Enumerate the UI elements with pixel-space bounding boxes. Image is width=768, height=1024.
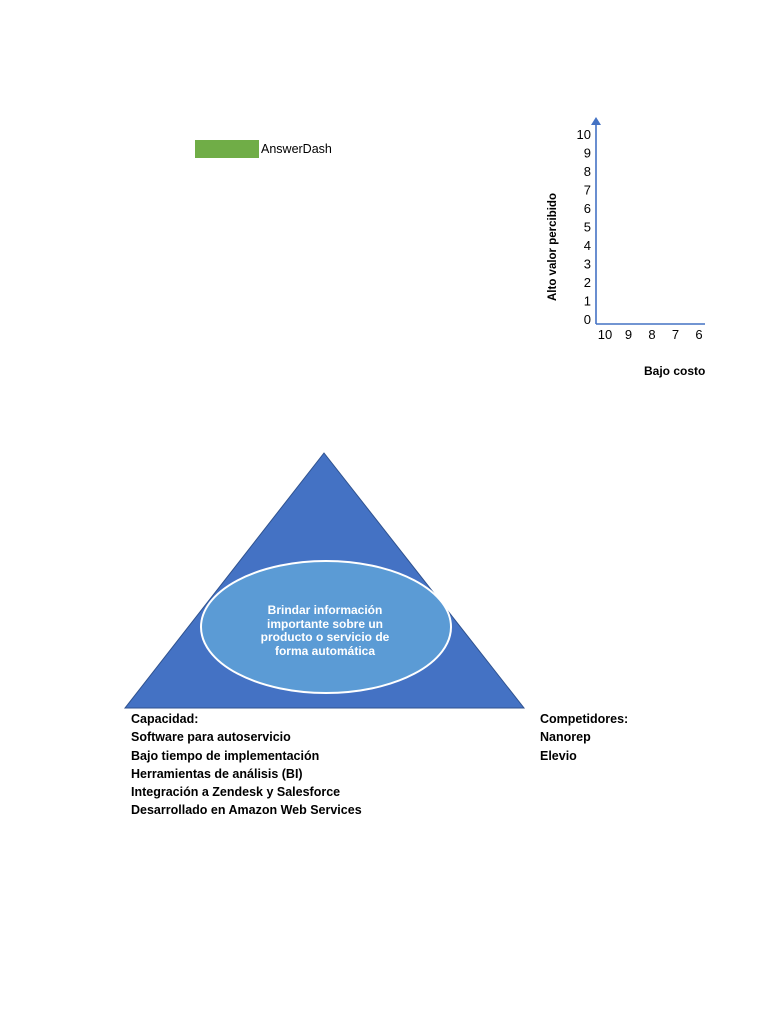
x-tick-label: 10 [597, 327, 613, 342]
y-tick-label: 10 [576, 127, 591, 142]
y-tick-label: 4 [583, 238, 591, 253]
y-tick-label: 5 [583, 219, 591, 235]
y-tick-label: 9 [583, 145, 591, 161]
x-tick-label: 9 [624, 327, 633, 342]
list-item: Bajo tiempo de implementación [131, 748, 320, 763]
list-item: Desarrollado en Amazon Web Services [131, 803, 362, 818]
capacidad-heading: Capacidad: [131, 712, 199, 726]
y-tick-label: 1 [583, 293, 591, 309]
y-tick-label: 7 [583, 182, 591, 198]
y-tick-label: 8 [583, 164, 591, 179]
x-tick-label: 6 [695, 327, 703, 342]
list-item: Software para autoservicio [131, 730, 291, 745]
list-item: Elevio [540, 748, 577, 763]
ellipse-center-text [235, 604, 415, 658]
x-tick-label: 8 [648, 327, 656, 342]
capacidad-list [131, 710, 362, 820]
list-item: Herramientas de análisis (BI) [131, 766, 303, 781]
list-item: Nanorep [540, 730, 591, 745]
legend-label: AnswerDash [261, 142, 332, 156]
competidores-heading: Competidores: [540, 712, 629, 726]
y-tick-label: 0 [583, 312, 591, 327]
x-axis-title: Bajo costo [644, 364, 706, 378]
ellipse-text-line: Brindar información [267, 603, 383, 617]
y-tick-label: 2 [583, 275, 591, 290]
ellipse-text-line: forma automática [274, 643, 376, 658]
ellipse-text-line: producto o servicio de [260, 630, 390, 644]
list-item: Integración a Zendesk y Salesforce [131, 785, 341, 800]
y-tick-label: 3 [583, 256, 591, 272]
y-tick-label: 6 [583, 201, 591, 216]
x-tick-label: 7 [671, 327, 680, 342]
y-axis-title: Alto valor percibido [547, 193, 559, 301]
ellipse-text-line: importante sobre un [266, 616, 383, 631]
competidores-list [540, 710, 628, 765]
